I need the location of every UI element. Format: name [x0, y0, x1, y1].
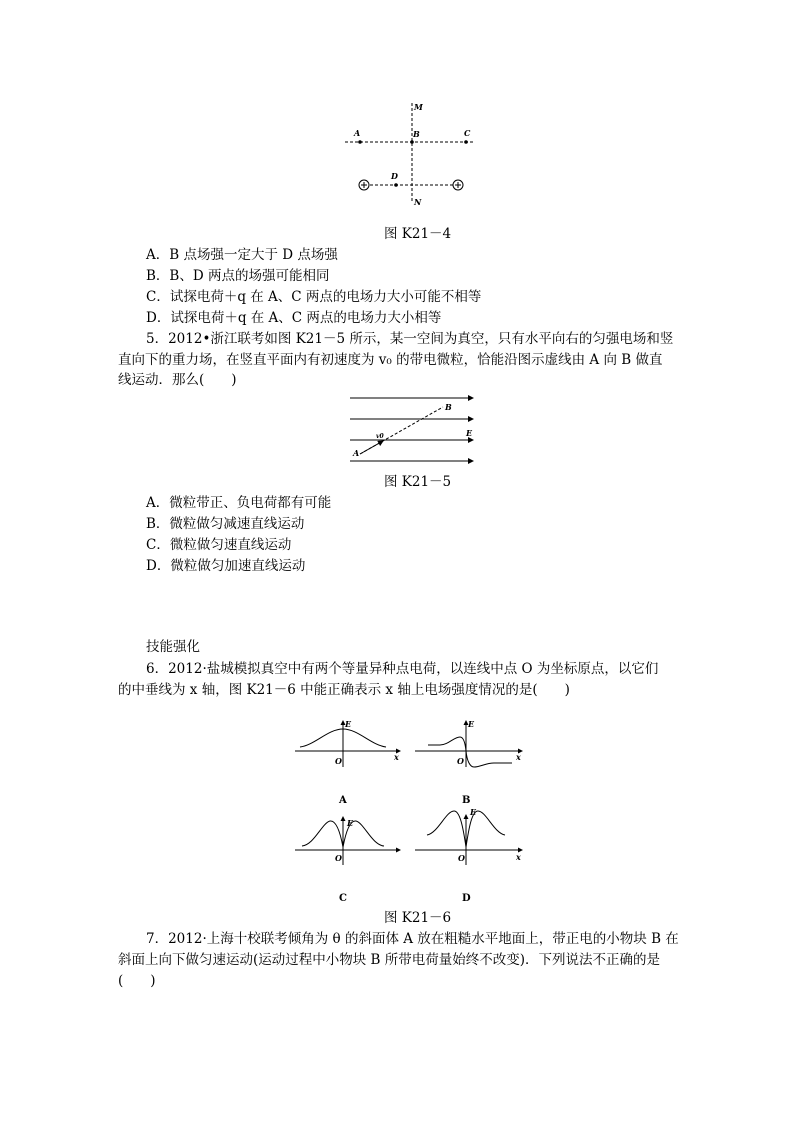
axis-x: x: [516, 852, 521, 862]
q7-line-1: 7．2012·上海十校联考倾角为 θ 的斜面体 A 放在粗糙水平地面上，带正电的小物块 B 在: [146, 931, 679, 947]
axis-o: O: [458, 853, 465, 863]
label-b: B: [445, 402, 452, 412]
axis-o: O: [457, 756, 464, 766]
label-a: A: [354, 128, 361, 138]
section-title: 技能强化: [146, 639, 200, 655]
panel-d-graph: [415, 807, 522, 904]
panel-a-graph: [295, 719, 400, 806]
q6-line-1: 6．2012·盐城模拟真空中有两个等量异种点电荷，以连线中点 O 为坐标原点，以它们: [146, 661, 659, 677]
axis-x: x: [516, 752, 521, 762]
q5-option-a: A．微粒带正、负电荷都有可能: [146, 495, 332, 511]
axis-o: O: [335, 853, 342, 863]
panel-label-a: A: [339, 795, 347, 806]
q5-option-c: C．微粒做匀速直线运动: [146, 537, 292, 553]
q5-line-2: 直向下的重力场，在竖直平面内有初速度为 v₀ 的带电微粒，恰能沿图示虚线由 A 向 B 做直: [118, 352, 663, 368]
axis-e: E: [468, 719, 475, 729]
q4-option-c: C．试探电荷＋q 在 A、C 两点的电场力大小可能不相等: [146, 289, 482, 305]
label-n: N: [414, 197, 422, 207]
panel-label-b: B: [462, 795, 471, 806]
q5-line-3: 线运动．那么( ): [118, 372, 237, 388]
q5-line-1: 5．2012•浙江联考如图 K21－5 所示，某一空间为真空，只有水平向右的匀强电场和竖: [146, 331, 674, 347]
label-m: M: [414, 102, 423, 112]
q5-option-b: B．微粒做匀减速直线运动: [146, 516, 305, 532]
label-d: D: [391, 171, 398, 181]
axis-e: E: [347, 818, 354, 828]
figure-k21-6: [290, 715, 530, 905]
fig5-caption: 图 K21－5: [384, 474, 452, 490]
fig6-caption: 图 K21－6: [384, 910, 452, 926]
q4-option-a: A．B 点场强一定大于 D 点场强: [146, 247, 338, 263]
panel-label-c: C: [339, 893, 347, 904]
axis-e: E: [470, 807, 477, 817]
q7-line-2: 斜面上向下做匀速运动(运动过程中小物块 B 所带电荷量始终不改变)．下列说法不正确的是: [118, 952, 661, 968]
label-e: E: [466, 428, 473, 438]
label-b: B: [413, 129, 420, 139]
panel-label-d: D: [462, 893, 471, 904]
axis-o: O: [335, 756, 342, 766]
q6-line-2: 的中垂线为 x 轴，图 K21－6 中能正确表示 x 轴上电场强度情况的是( ): [118, 682, 570, 698]
figure-k21-4: [340, 98, 490, 213]
label-v0: v0: [376, 433, 384, 440]
q4-option-b: B．B、D 两点的场强可能相同: [146, 268, 330, 284]
label-c: C: [464, 128, 471, 138]
axis-e: E: [345, 719, 352, 729]
panel-b-graph: [415, 719, 522, 806]
figure-k21-5: [345, 393, 480, 468]
q5-option-d: D．微粒做匀加速直线运动: [146, 558, 306, 574]
panel-c-graph: [295, 817, 400, 904]
fig4-caption: 图 K21－4: [384, 226, 452, 242]
q4-option-d: D．试探电荷＋q 在 A、C 两点的电场力大小相等: [146, 310, 442, 326]
q7-line-3: ( ): [118, 973, 156, 989]
axis-x: x: [394, 752, 399, 762]
label-a: A: [353, 448, 360, 458]
